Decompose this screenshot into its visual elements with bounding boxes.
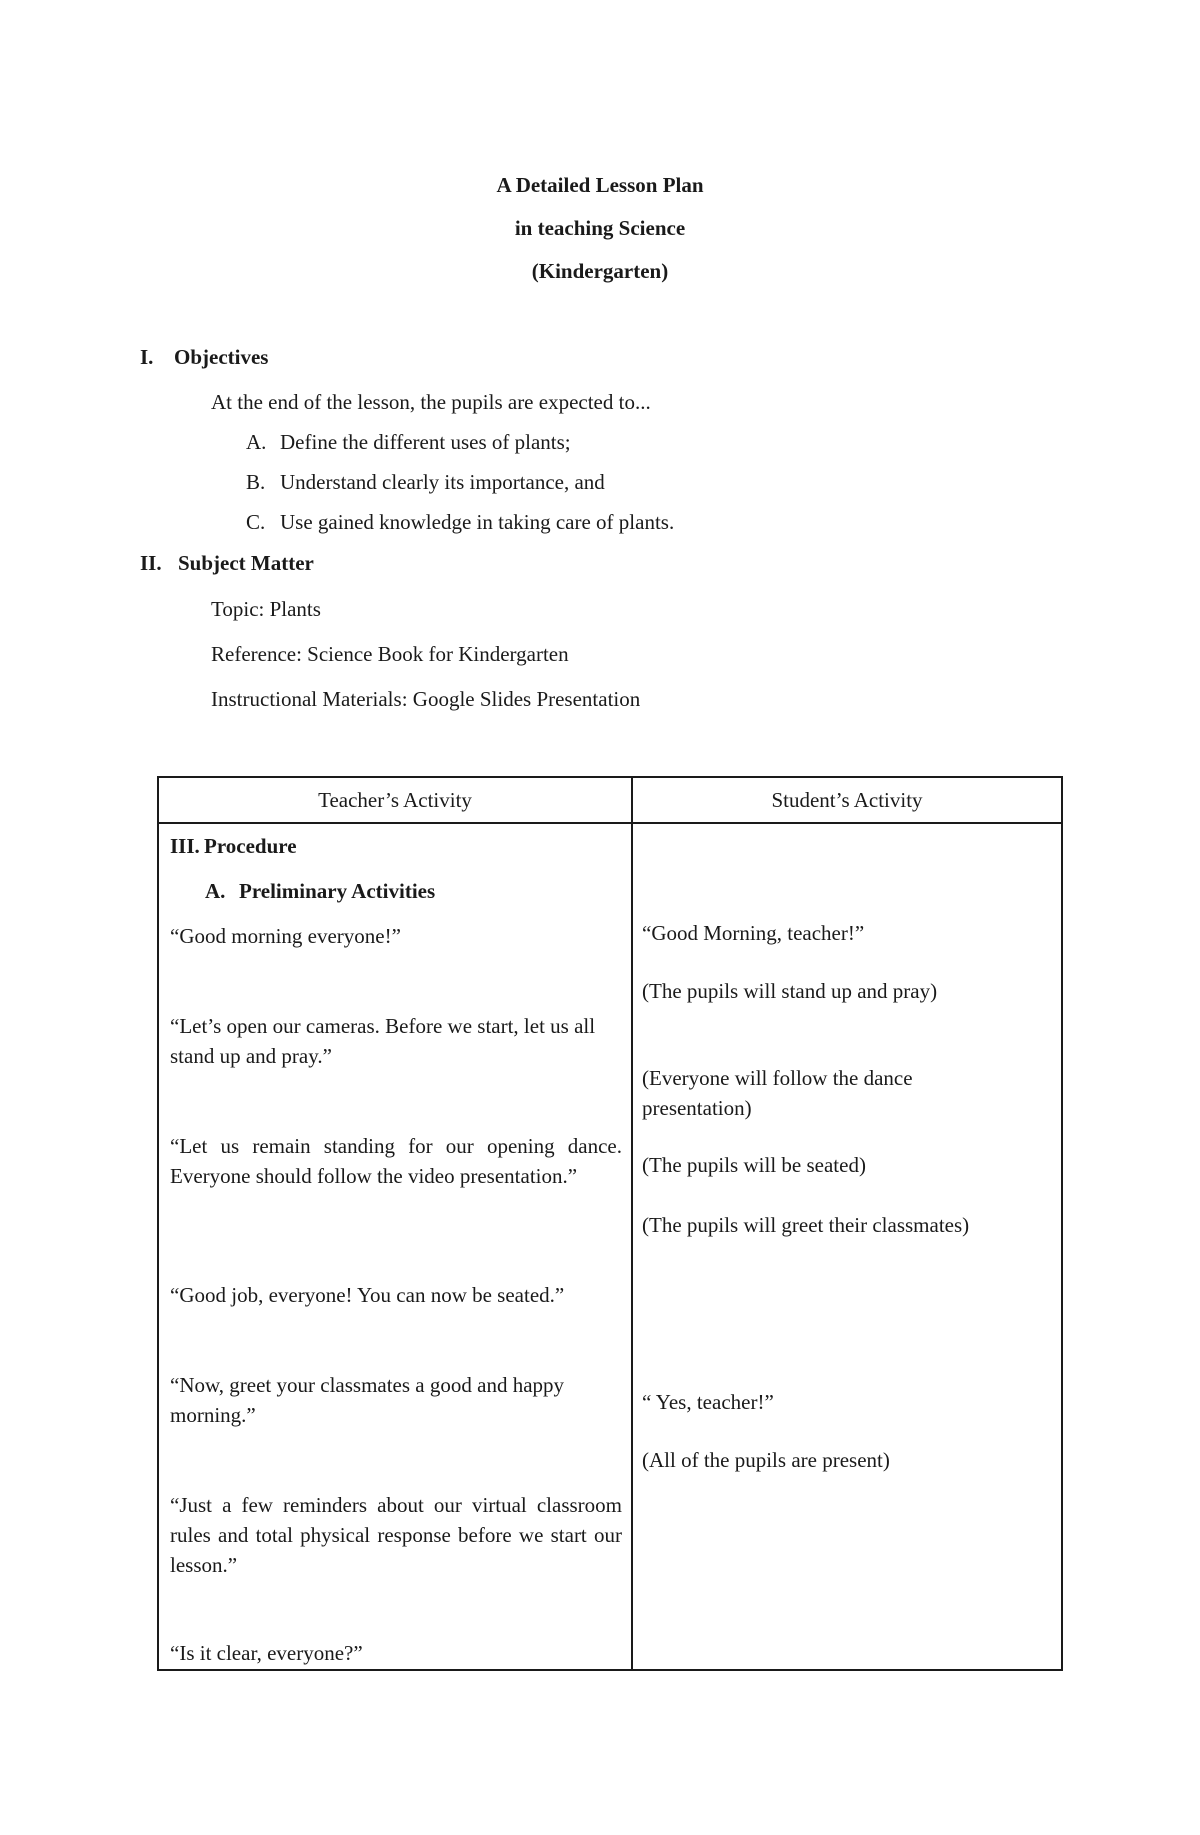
preliminary-marker: A. xyxy=(205,879,226,903)
preliminary-heading xyxy=(205,876,435,906)
objective-item-b xyxy=(246,467,605,497)
subject-matter-heading xyxy=(140,548,314,578)
reference-line: Reference: Science Book for Kindergarten xyxy=(211,642,569,666)
teacher-line: “Good morning everyone!” xyxy=(170,924,401,948)
subject-matter-heading-text: Subject Matter xyxy=(178,551,314,575)
header-divider xyxy=(159,822,1061,824)
title-line-3: (Kindergarten) xyxy=(531,259,669,283)
procedure-numeral: III. xyxy=(170,834,200,858)
title-line-2: in teaching Science xyxy=(514,216,686,240)
activity-table xyxy=(157,776,1063,1671)
preliminary-heading-text: Preliminary Activities xyxy=(239,879,436,903)
student-line: (The pupils will be seated) xyxy=(642,1153,866,1177)
topic-line: Topic: Plants xyxy=(211,597,321,621)
subject-matter-numeral: II. xyxy=(140,551,162,575)
title-line-1: A Detailed Lesson Plan xyxy=(496,173,704,197)
student-line: “ Yes, teacher!” xyxy=(642,1390,774,1414)
teacher-line: “Is it clear, everyone?” xyxy=(170,1641,363,1665)
objectives-heading-text: Objectives xyxy=(174,345,269,369)
teacher-line: “Let us remain standing for our opening dance. Everyone should follow the video presentation.” xyxy=(170,1134,622,1188)
objective-text: Understand clearly its importance, and xyxy=(280,470,605,494)
student-line: (The pupils will stand up and pray) xyxy=(642,979,938,1003)
objectives-heading xyxy=(140,342,268,372)
objective-marker: A. xyxy=(246,430,267,454)
objective-item-c xyxy=(246,507,674,537)
teacher-activity-header: Teacher’s Activity xyxy=(318,788,472,812)
materials-line: Instructional Materials: Google Slides Presentation xyxy=(211,687,641,711)
objective-item-a xyxy=(246,427,571,457)
objective-text: Define the different uses of plants; xyxy=(280,430,571,454)
student-line: “Good Morning, teacher!” xyxy=(642,921,865,945)
objective-marker: B. xyxy=(246,470,266,494)
student-line: (The pupils will greet their classmates) xyxy=(642,1213,970,1237)
procedure-heading-text: Procedure xyxy=(204,834,297,858)
student-activity-header: Student’s Activity xyxy=(771,788,923,812)
objective-marker: C. xyxy=(246,510,266,534)
student-line: (Everyone will follow the dance presentation) xyxy=(642,1066,913,1120)
document-title xyxy=(0,170,1200,299)
teacher-line: “Let’s open our cameras. Before we start, let us all stand up and pray.” xyxy=(170,1014,596,1068)
teacher-line: “Now, greet your classmates a good and happy morning.” xyxy=(170,1373,565,1427)
teacher-line: “Good job, everyone! You can now be seated.” xyxy=(170,1283,565,1307)
teacher-line: “Just a few reminders about our virtual classroom rules and total physical response before we start our lesson.” xyxy=(170,1493,622,1577)
objective-text: Use gained knowledge in taking care of plants. xyxy=(280,510,675,534)
procedure-heading xyxy=(170,831,297,861)
objectives-numeral: I. xyxy=(140,345,154,369)
column-divider xyxy=(631,778,633,1669)
student-line: (All of the pupils are present) xyxy=(642,1448,890,1472)
objectives-intro: At the end of the lesson, the pupils are expected to... xyxy=(211,390,651,414)
